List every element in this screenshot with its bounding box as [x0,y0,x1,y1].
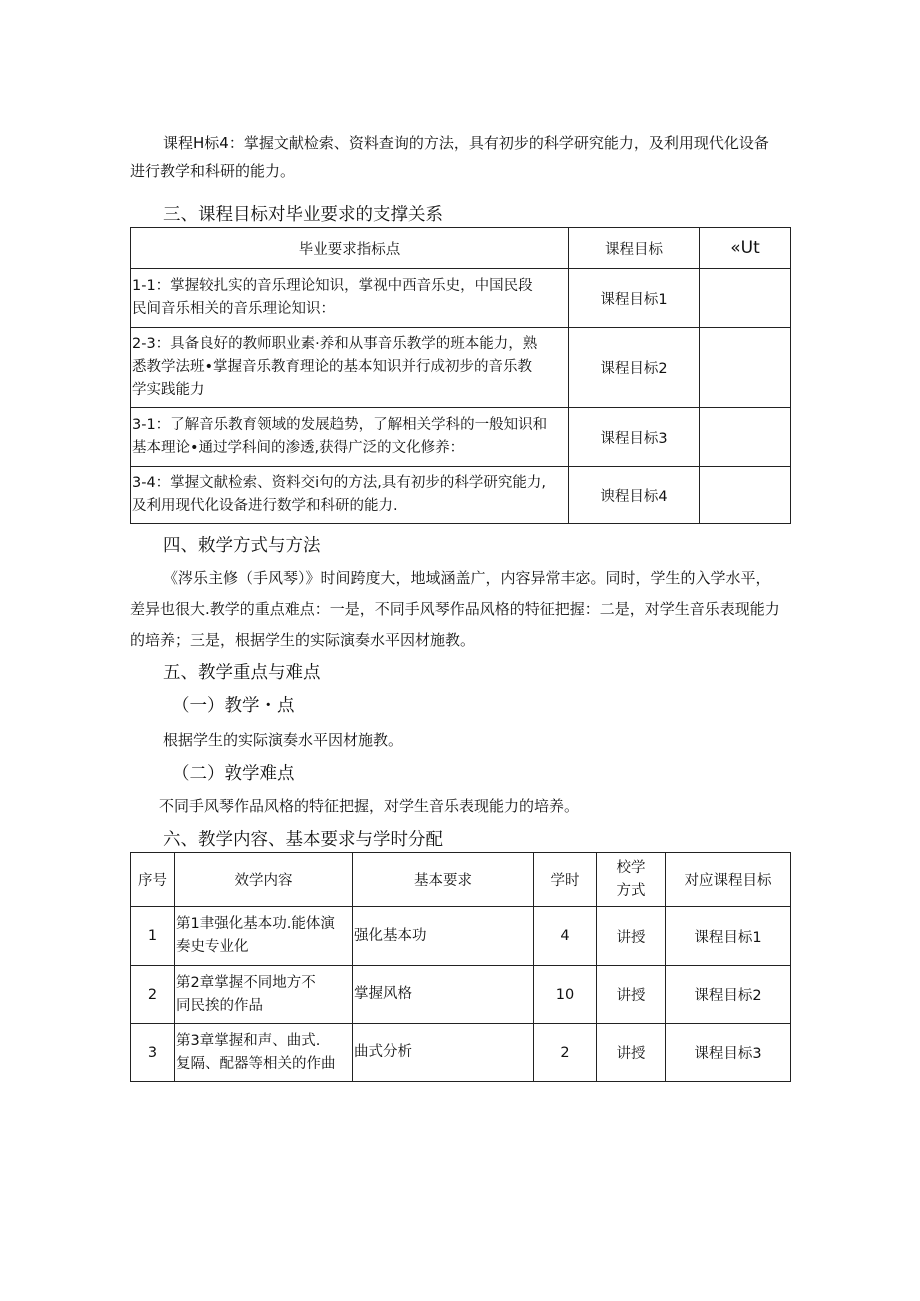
goal-cell: 课程目标2 [569,328,700,408]
content-line: 奏史专业化 [176,939,249,955]
section6-heading: 六、教学内容、基本要求与学时分配 [163,830,443,850]
row-requirement: 曲式分析 [353,1024,534,1082]
extra-cell [700,328,791,408]
course-goal-4-paragraph [130,129,830,185]
table-row [131,966,791,1024]
content-line: 复隔、配器等相关的作曲 [176,1055,336,1072]
section3-heading: 三、课程目标对毕业要求的支撑关系 [163,205,443,225]
requirement-line: 3-1：了解音乐教育领域的发展趋势，了解相关学科的一般知识和 [132,417,548,433]
requirement-line: 及利用现代化设备进行数学和科研的能力. [132,498,398,514]
row-method: 讲授 [597,1024,666,1082]
section4-line2: 差异也很大.教学的重点难点：一是，不同手风琴作品风格的特征把握：二是，对学生音乐表现能力 [130,600,780,618]
header-goal: 对应课程目标 [666,853,791,907]
row-no: 1 [131,907,175,966]
row-hours: 2 [534,1024,597,1082]
section4-line1: 《涔乐主修（手风琴）》时间跨度大，地域涵盖广，内容异常丰宓。同时，学生的入学水平， [163,569,771,587]
header-no: 序号 [131,853,175,907]
goal-cell: 课程目标3 [569,408,700,467]
row-requirement: 强化基本功 [353,907,534,966]
requirement-line: 民间音乐相关的音乐理论知识： [132,301,335,317]
header-requirement: 基本要求 [353,853,534,907]
row-no: 3 [131,1024,175,1082]
row-goal: 课程目标1 [666,907,791,966]
section5-sub1-text: 根据学生的实际演奏水平因材施教。 [163,731,404,749]
header-method-line: 方式 [616,882,646,899]
content-table [130,852,791,1082]
table-header-row [131,853,791,907]
section5-sub2-heading: （二）敦学难点 [172,764,295,784]
table-row [131,408,791,467]
row-content [175,966,353,1024]
table-row [131,1024,791,1082]
content-line: 第3章掌握和声、曲式. [176,1032,321,1049]
requirement-line: 3-4：掌握文献检索、资料交i句的方法,具有初步的科学研究能力, [132,475,546,491]
support-table [130,227,791,524]
header-extra: «Ut [700,228,791,269]
header-method [597,853,666,907]
row-goal: 课程目标2 [666,966,791,1024]
row-no: 2 [131,966,175,1024]
requirement-line: 学实践能力 [132,382,205,398]
section4-paragraph [130,563,830,656]
row-content [175,907,353,966]
requirement-line: 基本理论•通过学科间的渗透,获得广泛的文化修养： [132,440,465,456]
requirement-line: 1-1：掌握较扎实的音乐理论知识，掌视中西音乐史，中国民段 [132,278,533,294]
requirement-cell [131,328,569,408]
table-row [131,467,791,524]
row-hours: 4 [534,907,597,966]
header-hours: 学时 [534,853,597,907]
table-header-row [131,228,791,269]
course-goal-4-line1: 课程H标4：掌握文献检索、资料查询的方法，具有初步的科学研究能力，及利用现代化设备 [163,134,769,152]
row-requirement: 掌握风格 [353,966,534,1024]
section4-heading: 四、敕学方式与方法 [163,536,321,556]
goal-cell: 谀程目标4 [569,467,700,524]
requirement-line: 悉教学法班•掌握音乐教育理论的基本知识并行成初步的音乐教 [132,359,533,375]
extra-cell [700,467,791,524]
header-requirement: 毕业要求指标点 [131,228,569,269]
section5-sub1-heading: （一）教学・点 [172,696,295,716]
extra-cell [700,269,791,328]
table-row [131,269,791,328]
course-goal-4-line2: 进行教学和科研的能力。 [130,162,296,180]
section5-heading: 五、教学重点与难点 [163,663,321,683]
extra-cell [700,408,791,467]
requirement-cell [131,408,569,467]
header-method-line: 校学 [616,859,646,876]
row-method: 讲授 [597,966,666,1024]
goal-cell: 课程目标1 [569,269,700,328]
content-line: 同民挨的作品 [176,997,263,1014]
content-line: 第1聿强化基本功.能体演 [176,916,335,932]
requirement-line: 2-3：具备良好的教师职业素·养和从事音乐教学的班本能力，熟 [132,336,538,352]
header-goal: 课程目标 [569,228,700,269]
table-row [131,907,791,966]
row-hours: 10 [534,966,597,1024]
requirement-cell [131,467,569,524]
requirement-cell [131,269,569,328]
row-method: 讲授 [597,907,666,966]
table-row [131,328,791,408]
row-goal: 课程目标3 [666,1024,791,1082]
row-content [175,1024,353,1082]
section5-sub2-text: 不同手风琴作品风格的特征把握，对学生音乐表现能力的培养。 [159,797,580,815]
header-content: 效学内容 [175,853,353,907]
content-line: 第2章掌握不同地方不 [176,974,316,991]
section4-line3: 的培养；三是，根据学生的实际演奏水平因材施教。 [130,631,476,649]
